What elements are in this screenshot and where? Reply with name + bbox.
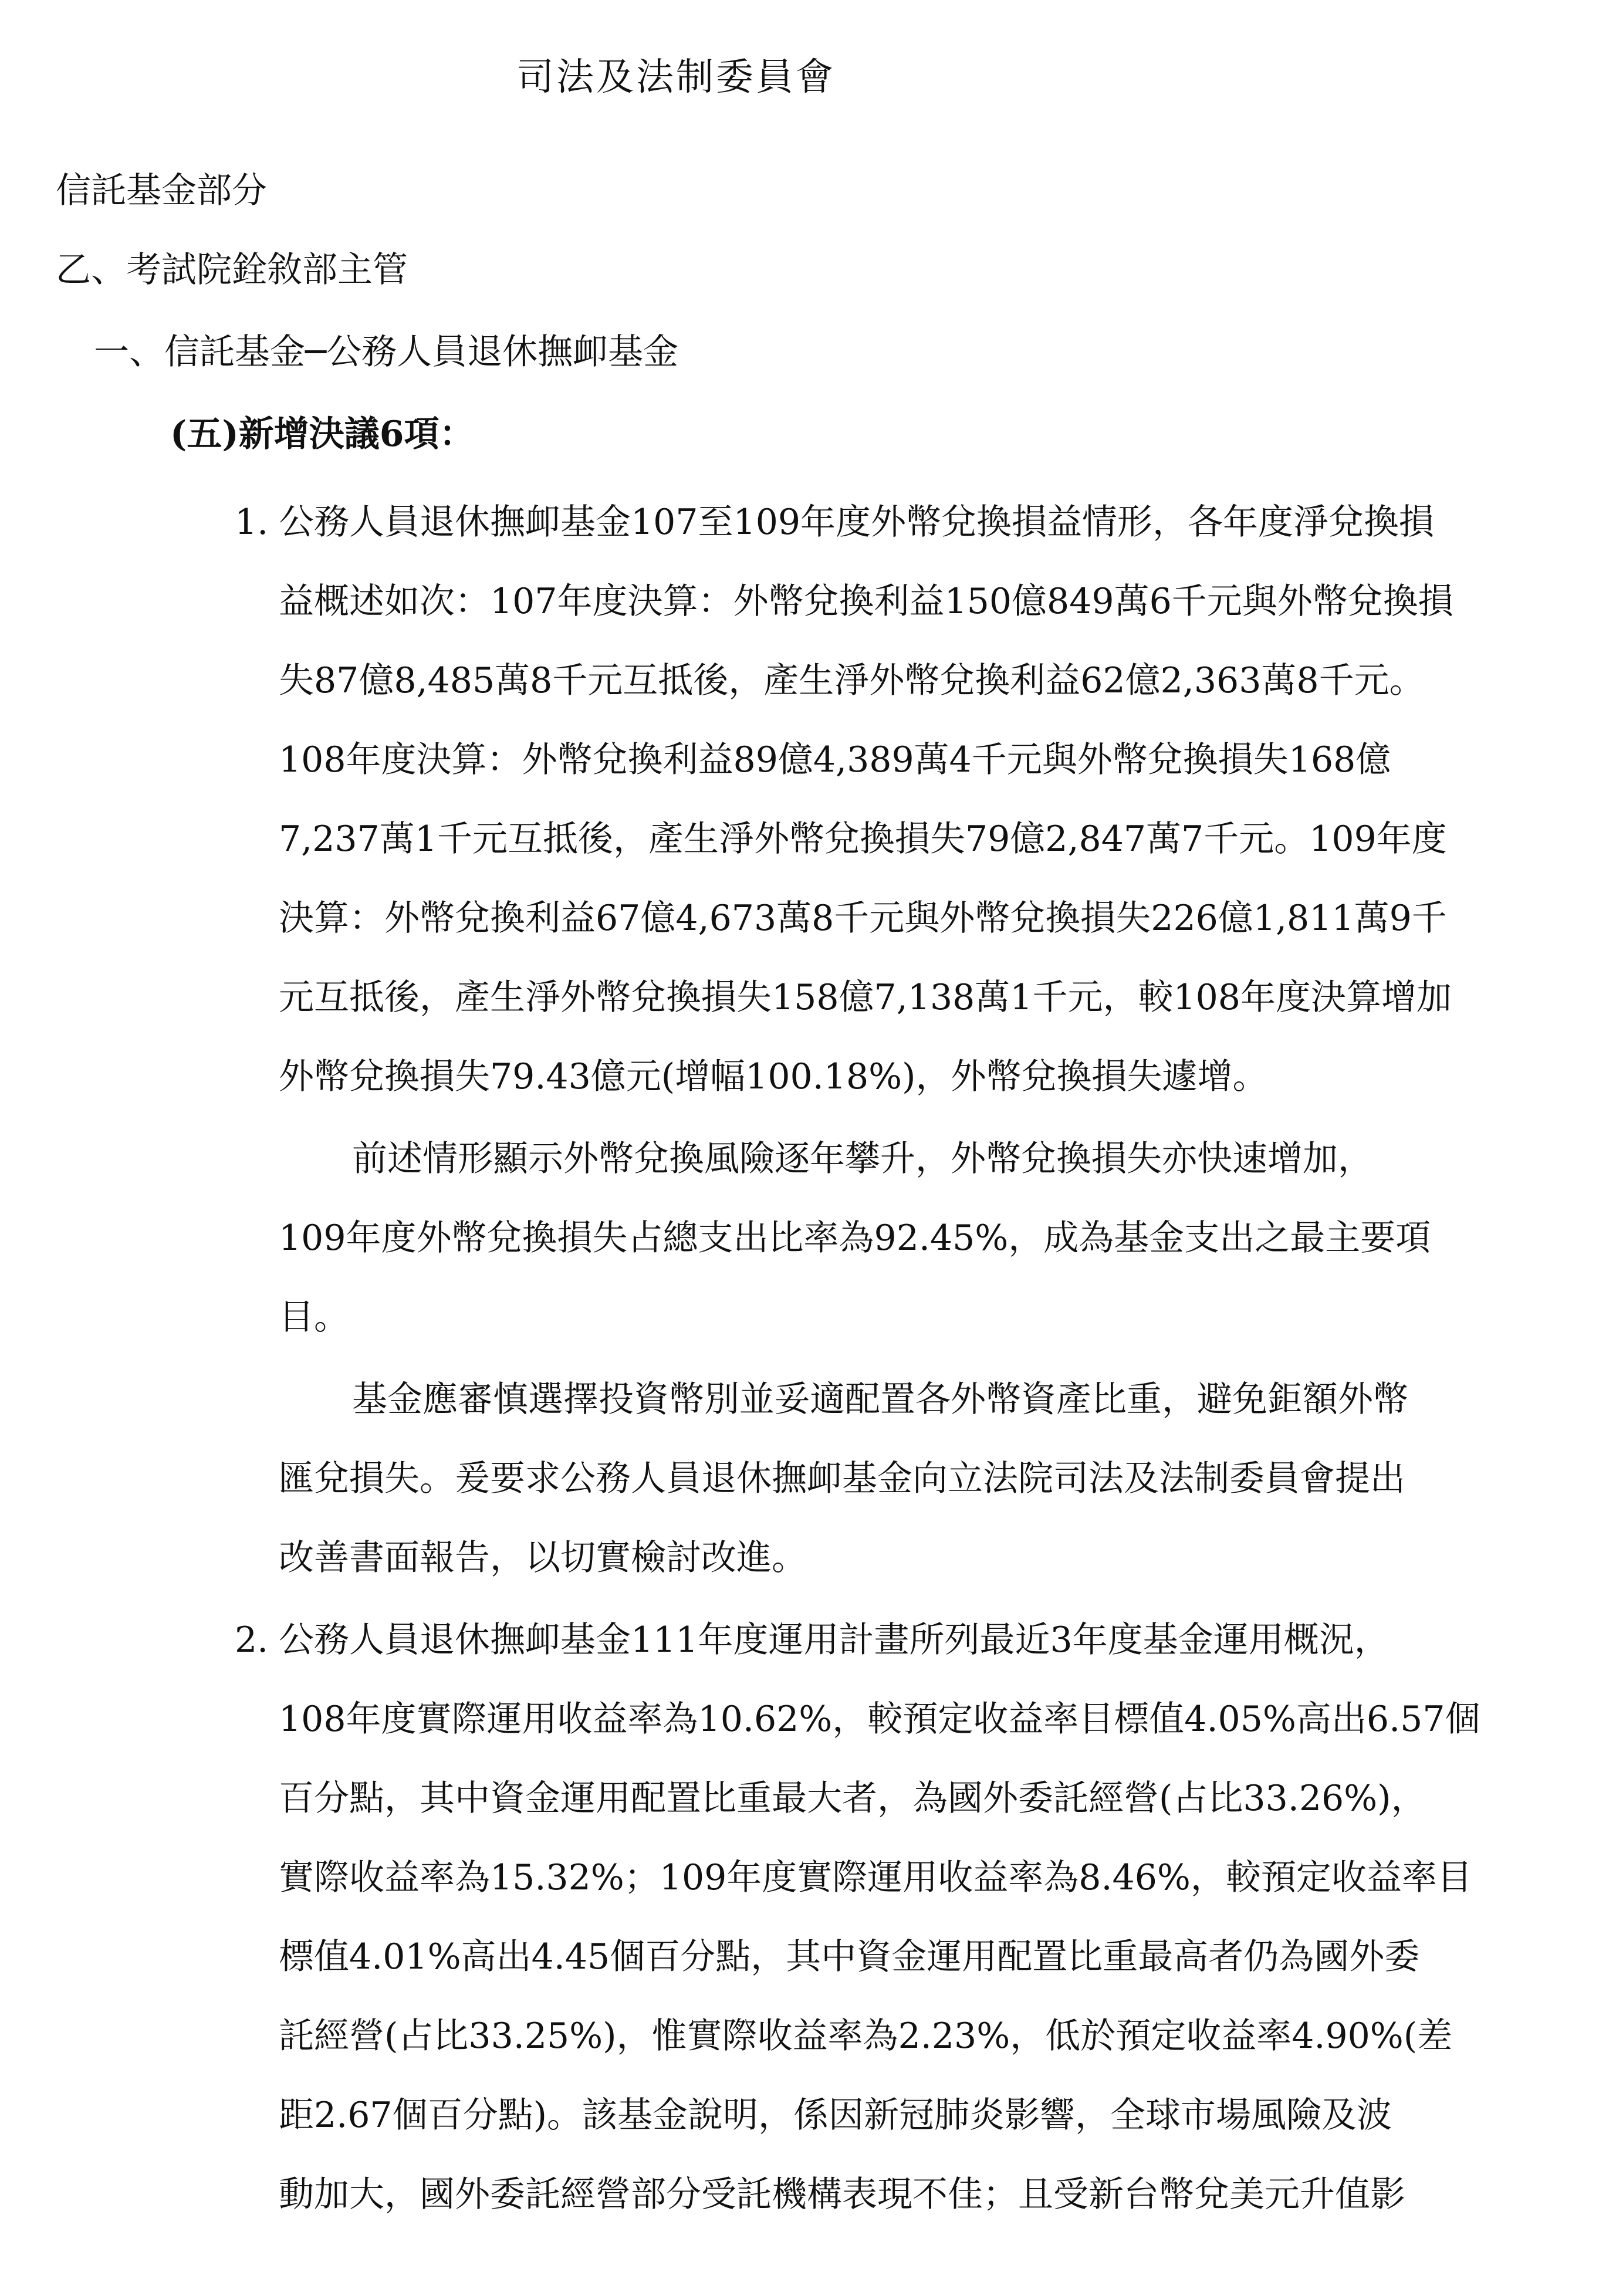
paragraph-line: 改善書面報告，以切實檢討改進。 xyxy=(279,1537,807,1578)
item-text-line: 外幣兌換損失79.43億元(增幅100.18%)，外幣兌換損失遽增。 xyxy=(279,1056,1268,1097)
item-text-line: 7,237萬1千元互抵後，產生淨外幣兌換損失79億2,847萬7千元。109年度 xyxy=(279,819,1447,860)
document-title: 司法及法制委員會 xyxy=(516,56,836,99)
section-label: 信託基金部分 xyxy=(56,170,267,211)
paragraph-line: 基金應審慎選擇投資幣別並妥適配置各外幣資產比重，避免鉅額外幣 xyxy=(352,1379,1408,1420)
item-text-line: 108年度決算：外幣兌換利益89億4,389萬4千元與外幣兌換損失168億 xyxy=(279,739,1391,780)
item-text-line: 公務人員退休撫卹基金111年度運用計畫所列最近3年度基金運用概況， xyxy=(279,1619,1390,1661)
item-text-line: 實際收益率為15.32%；109年度實際運用收益率為8.46%，較預定收益率目 xyxy=(279,1857,1472,1898)
item-text-line: 益概述如次：107年度決算：外幣兌換利益150億849萬6千元與外幣兌換損 xyxy=(279,581,1453,622)
item-text-line: 託經營(占比33.25%)，惟實際收益率為2.23%，低於預定收益率4.90%(差 xyxy=(279,2016,1453,2057)
item-text-line: 公務人員退休撫卹基金107至109年度外幣兌換損益情形，各年度淨兌換損 xyxy=(279,502,1435,543)
item-text-line: 動加大，國外委託經營部分受託機構表現不佳；且受新台幣兌美元升值影 xyxy=(279,2174,1405,2215)
item-text-line: 決算：外幣兌換利益67億4,673萬8千元與外幣兌換損失226億1,811萬9千 xyxy=(279,898,1447,939)
paragraph-line: 109年度外幣兌換損失占總支出比率為92.45%，成為基金支出之最主要項 xyxy=(279,1218,1431,1259)
paragraph-line: 前述情形顯示外幣兌換風險逐年攀升，外幣兌換損失亦快速增加， xyxy=(352,1138,1373,1179)
ministry-heading: 乙、考試院銓敘部主管 xyxy=(56,249,408,290)
item-text-line: 百分點，其中資金運用配置比重最大者，為國外委託經營(占比33.26%)， xyxy=(279,1778,1426,1819)
paragraph-line: 目。 xyxy=(279,1297,349,1338)
item-text-line: 元互抵後，產生淨外幣兌換損失158億7,138萬1千元，較108年度決算增加 xyxy=(279,977,1452,1018)
item-number: 2. xyxy=(235,1619,269,1661)
resolution-heading: (五)新增決議6項： xyxy=(170,414,475,455)
paragraph-line: 匯兌損失。爰要求公務人員退休撫卹基金向立法院司法及法制委員會提出 xyxy=(279,1458,1405,1499)
item-text-line: 標值4.01%高出4.45個百分點，其中資金運用配置比重最高者仍為國外委 xyxy=(279,1936,1420,1977)
item-number: 1. xyxy=(235,502,269,543)
item-text-line: 失87億8,485萬8千元互抵後，產生淨外幣兌換利益62億2,363萬8千元。 xyxy=(279,660,1425,701)
fund-heading: 一、信託基金─公務人員退休撫卹基金 xyxy=(94,332,679,373)
item-text-line: 距2.67個百分點)。該基金說明，係因新冠肺炎影響，全球市場風險及波 xyxy=(279,2095,1392,2136)
item-text-line: 108年度實際運用收益率為10.62%，較預定收益率目標值4.05%高出6.57個 xyxy=(279,1699,1480,1740)
